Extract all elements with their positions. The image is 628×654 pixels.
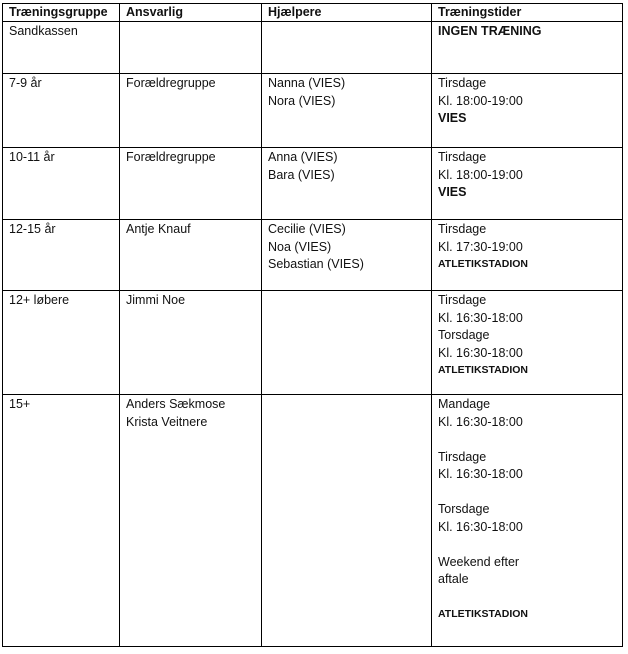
training-times-cell <box>432 74 623 148</box>
spacer <box>438 484 622 502</box>
training-times-cell <box>432 22 623 74</box>
training-location: ATLETIKSTADION <box>438 608 529 620</box>
helpers-cell <box>262 220 432 291</box>
training-time-line: Tirsdage <box>438 150 487 164</box>
training-time-line: Kl. 17:30-19:00 <box>438 239 523 254</box>
group-name: 12-15 år <box>9 222 56 236</box>
group-cell <box>3 148 120 220</box>
helper-name: Sebastian (VIES) <box>268 257 364 271</box>
training-location: VIES <box>438 185 467 199</box>
training-schedule-table <box>2 3 623 647</box>
responsible-name: Anders Sækmose <box>126 397 226 411</box>
training-time-line: Torsdage <box>438 328 490 342</box>
training-times-cell <box>432 220 623 291</box>
group-cell <box>3 291 120 395</box>
helper-name: Nora (VIES) <box>268 93 336 108</box>
helper-name: Anna (VIES) <box>268 150 338 164</box>
table-row <box>3 148 623 220</box>
group-name: 15+ <box>9 397 31 411</box>
header-row <box>3 4 623 22</box>
training-location: ATLETIKSTADION <box>438 258 529 270</box>
training-time-line: Kl. 18:00-19:00 <box>438 93 523 108</box>
group-name: 7-9 år <box>9 76 42 90</box>
helper-name: Cecilie (VIES) <box>268 222 346 236</box>
training-time-line: Tirsdage <box>438 293 487 307</box>
training-times-cell <box>432 291 623 395</box>
group-cell <box>3 74 120 148</box>
table-row <box>3 74 623 148</box>
helper-name: Noa (VIES) <box>268 239 332 254</box>
group-name: 10-11 år <box>9 150 55 164</box>
helpers-cell <box>262 74 432 148</box>
responsible-cell <box>120 148 262 220</box>
group-cell <box>3 395 120 647</box>
header-helpers: Hjælpere <box>262 4 432 22</box>
table-row <box>3 220 623 291</box>
group-name: Sandkassen <box>9 24 78 38</box>
header-training-times: Træningstider <box>432 4 623 22</box>
table-row <box>3 395 623 647</box>
training-time-line: Weekend efter <box>438 554 520 569</box>
group-name: 12+ løbere <box>9 293 70 307</box>
schedule-body <box>3 22 623 647</box>
training-time-line: Kl. 16:30-18:00 <box>438 345 523 360</box>
training-time-line: Mandage <box>438 397 491 411</box>
responsible-cell <box>120 395 262 647</box>
responsible-cell <box>120 22 262 74</box>
helpers-cell <box>262 395 432 647</box>
helper-name: Nanna (VIES) <box>268 76 346 90</box>
responsible-name: Krista Veitnere <box>126 414 208 429</box>
spacer <box>438 536 622 554</box>
training-location: INGEN TRÆNING <box>438 24 542 38</box>
training-time-line: Torsdage <box>438 502 490 516</box>
header-responsible: Ansvarlig <box>120 4 262 22</box>
helpers-cell <box>262 291 432 395</box>
training-time-line: Tirsdage <box>438 76 487 90</box>
training-time-line: Tirsdage <box>438 222 487 236</box>
training-times-cell <box>432 148 623 220</box>
table-row <box>3 291 623 395</box>
training-time-line: Kl. 16:30-18:00 <box>438 414 523 429</box>
training-time-line: Kl. 16:30-18:00 <box>438 310 523 325</box>
responsible-name: Forældregruppe <box>126 76 216 90</box>
training-times-cell <box>432 395 623 647</box>
table-row <box>3 22 623 74</box>
responsible-cell <box>120 74 262 148</box>
responsible-name: Forældregruppe <box>126 150 216 164</box>
helpers-cell <box>262 148 432 220</box>
training-time-line: Tirsdage <box>438 449 487 464</box>
responsible-cell <box>120 220 262 291</box>
training-location: ATLETIKSTADION <box>438 364 529 376</box>
responsible-name: Jimmi Noe <box>126 293 186 307</box>
header-training-group: Træningsgruppe <box>3 4 120 22</box>
responsible-name: Antje Knauf <box>126 222 191 236</box>
training-time-line: aftale <box>438 572 469 586</box>
helper-name: Bara (VIES) <box>268 167 335 182</box>
training-time-line: Kl. 16:30-18:00 <box>438 519 523 534</box>
spacer <box>438 431 622 449</box>
responsible-cell <box>120 291 262 395</box>
training-location: VIES <box>438 111 467 125</box>
training-time-line: Kl. 16:30-18:00 <box>438 467 523 481</box>
training-time-line: Kl. 18:00-19:00 <box>438 167 523 182</box>
group-cell <box>3 220 120 291</box>
helpers-cell <box>262 22 432 74</box>
spacer <box>438 589 622 607</box>
group-cell <box>3 22 120 74</box>
